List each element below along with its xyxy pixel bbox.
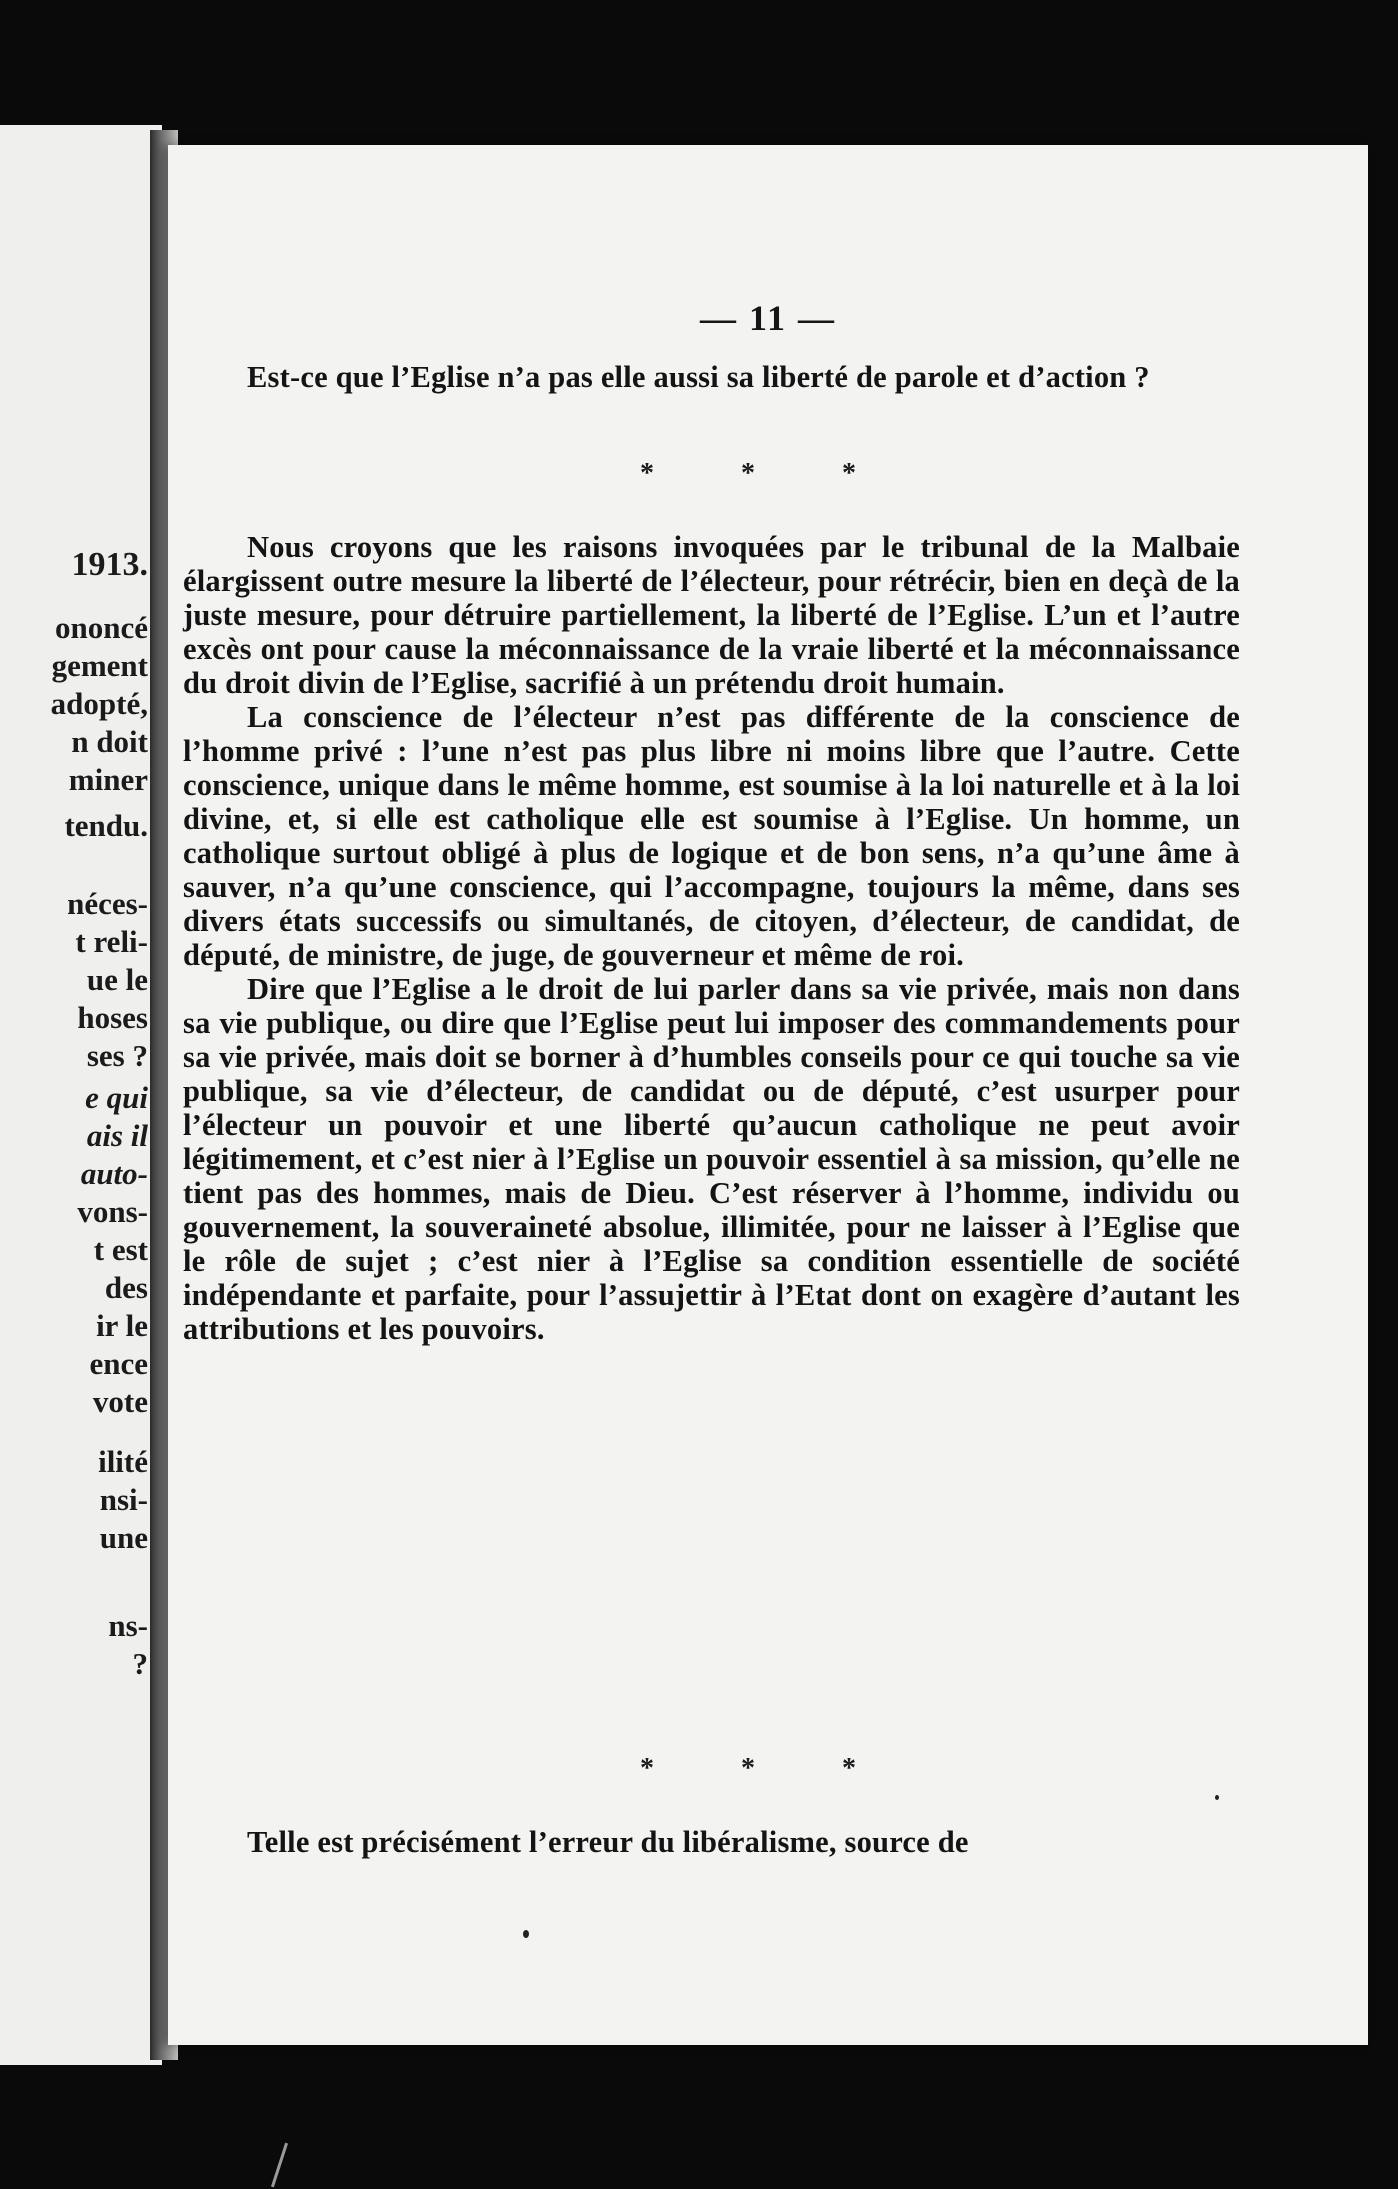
previous-page-line-fragment: ence bbox=[89, 1346, 148, 1381]
closing-text bbox=[183, 1825, 1240, 1859]
previous-page-line-fragment: ses ? bbox=[86, 1038, 148, 1073]
previous-page-line-fragment: gement bbox=[51, 648, 148, 683]
section-separator: * * * bbox=[640, 1753, 896, 1784]
previous-page-line-fragment: vons- bbox=[77, 1194, 148, 1229]
previous-page-text-column bbox=[0, 125, 162, 2065]
previous-page-line-fragment: tendu. bbox=[64, 808, 148, 843]
previous-page-line-fragment: auto- bbox=[80, 1156, 148, 1191]
closing-line: Telle est précisément l’erreur du libéralisme, source de bbox=[247, 1825, 969, 1859]
previous-page-line-fragment: 1913. bbox=[71, 546, 148, 583]
intro-question: Est-ce que l’Eglise n’a pas elle aussi sa liberté de parole et d’action ? bbox=[247, 360, 1150, 394]
previous-page-line-fragment: nsi- bbox=[99, 1482, 148, 1517]
previous-page-line-fragment: n doit bbox=[71, 724, 148, 759]
previous-page-line-fragment: ais il bbox=[86, 1118, 148, 1153]
previous-page-line-fragment: t est bbox=[93, 1232, 148, 1267]
page-number: — 11 — bbox=[699, 298, 836, 338]
body-text bbox=[183, 530, 1240, 1346]
previous-page-line-fragment: e qui bbox=[85, 1080, 148, 1115]
scan-artifact bbox=[271, 2143, 288, 2188]
previous-page-line-fragment: ns- bbox=[108, 1608, 148, 1643]
intro-paragraph-block bbox=[183, 360, 1240, 394]
previous-page-line-fragment: ? bbox=[132, 1646, 148, 1681]
section-separator: * * * bbox=[640, 458, 896, 489]
previous-page-line-fragment: vote bbox=[92, 1384, 148, 1419]
previous-page-line-fragment: des bbox=[104, 1270, 148, 1305]
paragraph: Nous croyons que les raisons invoquées par le tribunal de la Malbaie élargissent outre mesure la liberté de l’électeur, pour rétrécir, bien en deçà de la juste mesure, pour détruire partiellement, la liberté de l’Eglise. L’un et l’autre excès ont pour cause la méconnaissance de la vraie liberté et la méconnaissance du droit divin de l’Eglise, sacrifié à un prétendu droit humain. bbox=[183, 530, 1240, 700]
ink-speck bbox=[1215, 1795, 1219, 1800]
previous-page-line-fragment: ilité bbox=[98, 1444, 148, 1479]
previous-page-line-fragment: hoses bbox=[77, 1000, 148, 1035]
previous-page-fragment bbox=[0, 125, 162, 2065]
previous-page-line-fragment: ononcé bbox=[55, 610, 148, 645]
book-page bbox=[168, 145, 1368, 2045]
previous-page-line-fragment: miner bbox=[68, 762, 148, 797]
previous-page-line-fragment: ir le bbox=[96, 1308, 148, 1343]
previous-page-line-fragment: ue le bbox=[86, 962, 148, 997]
previous-page-line-fragment: néces- bbox=[67, 886, 148, 921]
paragraph: La conscience de l’électeur n’est pas différente de la conscience de l’homme privé : l’une n’est pas plus libre ni moins libre que l’autre. Cette conscience, unique dans le même homme, est soumise à la loi naturelle et à la loi divine, et, si elle est catholique elle est soumise à l’Eglise. Un homme, un catholique surtout obligé à plus de logique et de bon sens, n’a qu’une âme à sauver, n’a qu’une conscience, qui l’accompagne, toujours la même, dans ses divers états successifs ou simultanés, de citoyen, d’électeur, de candidat, de député, de ministre, de juge, de gouverneur et même de roi. bbox=[183, 700, 1240, 972]
ink-speck bbox=[523, 1930, 529, 1938]
previous-page-line-fragment: une bbox=[99, 1520, 148, 1555]
previous-page-line-fragment: adopté, bbox=[50, 686, 148, 721]
paragraph: Dire que l’Eglise a le droit de lui parler dans sa vie privée, mais non dans sa vie publique, ou dire que l’Eglise peut lui imposer des commandements pour sa vie privée, mais doit se borner à d’humbles conseils pour ce qui touche sa vie publique, sa vie d’électeur, de candidat ou de député, c’est usurper pour l’électeur un pouvoir et une liberté qu’aucun catholique ne peut avoir légitimement, et c’est nier à l’Eglise un pouvoir essentiel à sa mission, qu’elle ne tient pas des hommes, mais de Dieu. C’est réserver à l’homme, individu ou gouvernement, la souveraineté absolue, illimitée, pour ne laisser à l’Eglise que le rôle de sujet ; c’est nier à l’Eglise sa condition essentielle de société indépendante et parfaite, pour l’assujettir à l’Etat dont on exagère d’autant les attributions et les pouvoirs. bbox=[183, 972, 1240, 1346]
previous-page-line-fragment: t reli- bbox=[75, 924, 148, 959]
